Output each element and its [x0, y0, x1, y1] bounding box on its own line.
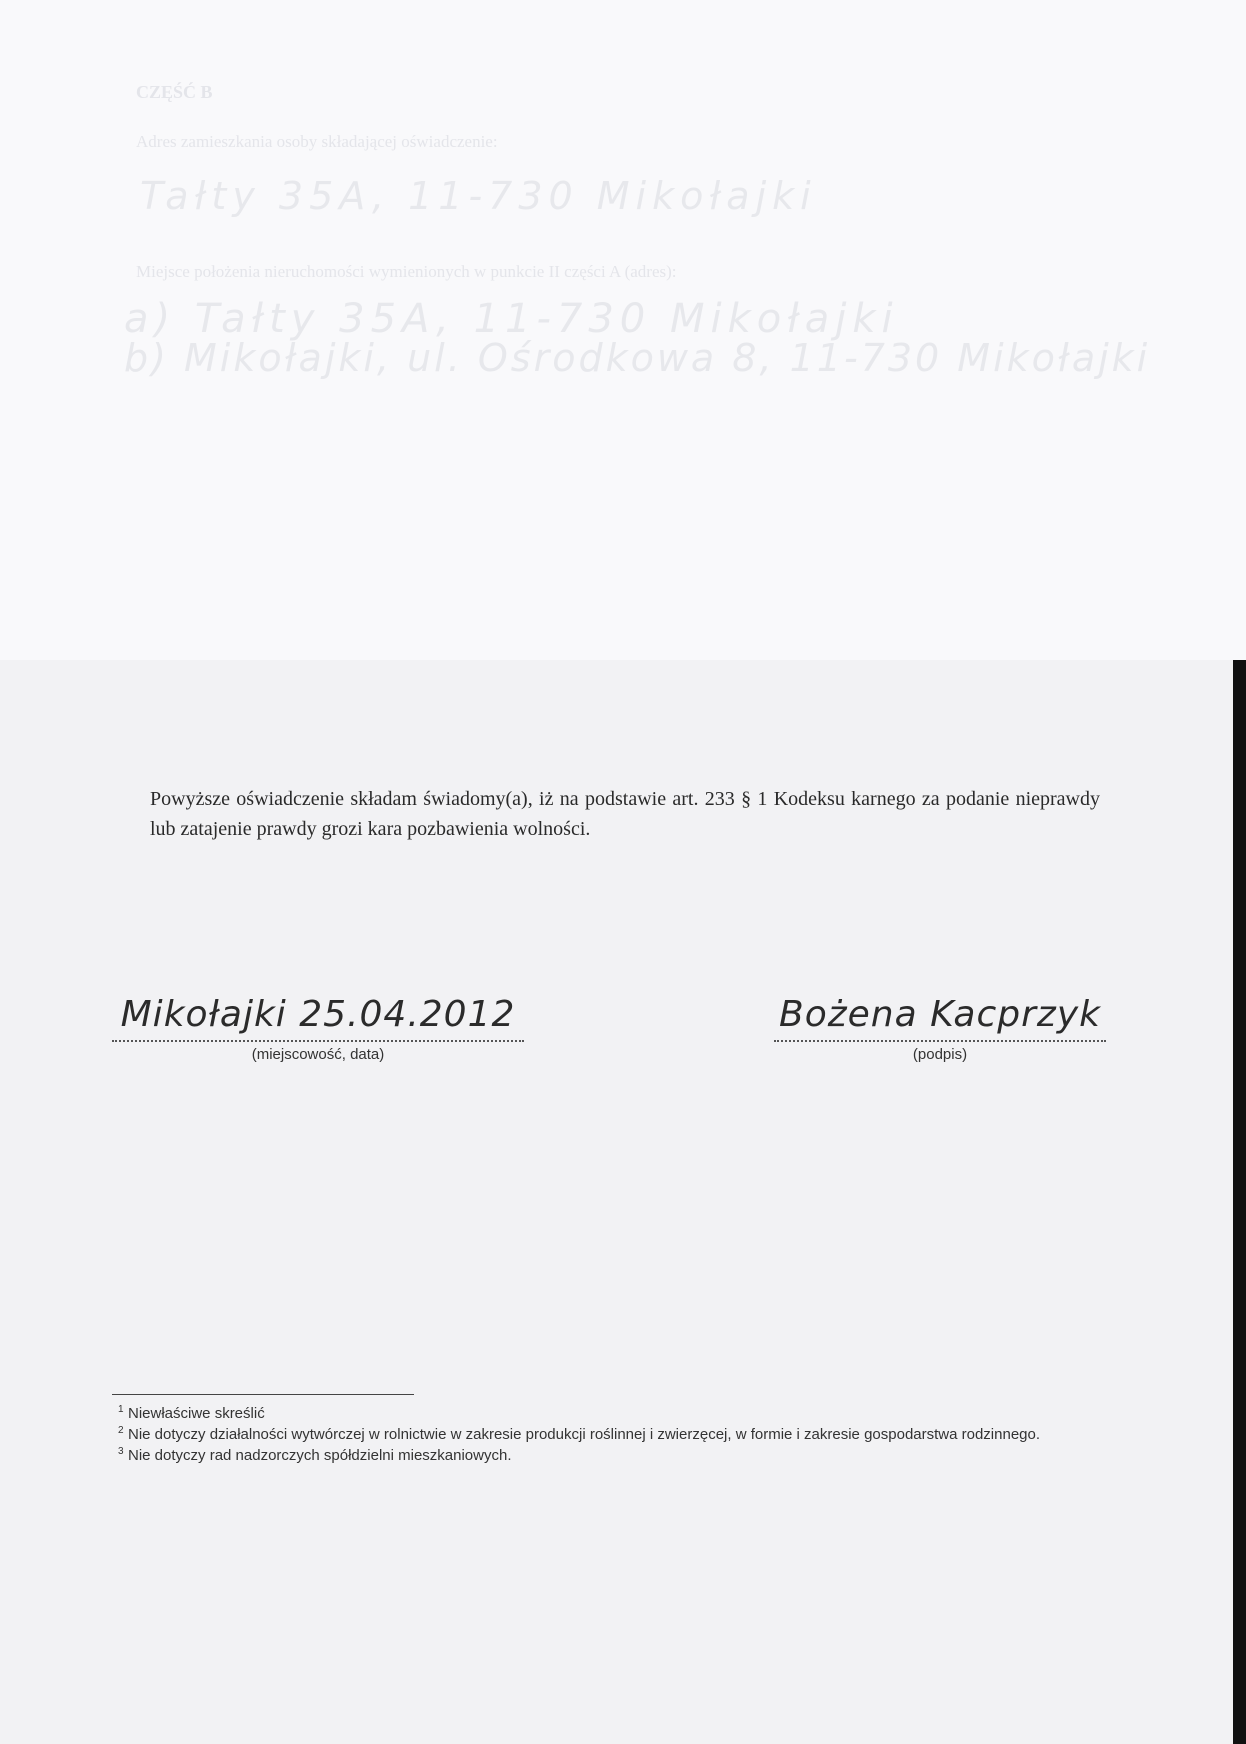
section-heading: CZĘŚĆ B: [136, 82, 213, 102]
footnote-text: Nie dotyczy działalności wytwórczej w rolnictwie w zakresie produkcji roślinnej i zwierzęcej, w formie i zakresie gospodarstwa rodzinnego.: [128, 1426, 1041, 1443]
footnote-2: [118, 1425, 1068, 1445]
location-line-b: b) Mikołajki, ul. Ośrodkowa 8, 11-730 Mikołajki: [124, 336, 1151, 380]
address-handwritten: Tałty 35A, 11-730 Mikołajki: [140, 174, 817, 218]
address-label: Adres zamieszkania osoby składającej oświadczenie:: [136, 132, 498, 151]
signature-handwriting: Bożena Kacprzyk: [779, 994, 1101, 1035]
footnote-text: Nie dotyczy rad nadzorczych spółdzielni mieszkaniowych.: [128, 1447, 512, 1464]
footnote-1: [118, 1404, 1068, 1424]
footnote-text: Niewłaściwe skreślić: [128, 1405, 265, 1422]
footnotes: [118, 1404, 1068, 1467]
footnote-mark: 2: [118, 1425, 124, 1436]
declaration-page: [0, 660, 1233, 1744]
footnote-separator: [112, 1394, 414, 1395]
signature-caption: (podpis): [912, 1046, 968, 1063]
scan-edge: [1233, 660, 1246, 1744]
location-label: Miejsce położenia nieruchomości wymienionych w punkcie II części A (adres):: [136, 262, 677, 281]
upper-page-show-through: [0, 0, 1246, 660]
place-date-handwriting: Mikołajki 25.04.2012: [120, 994, 516, 1035]
place-date-dotted-line: [112, 1040, 524, 1042]
location-line-a: a) Tałty 35A, 11-730 Mikołajki: [124, 296, 899, 342]
place-date-caption: (miejscowość, data): [251, 1046, 385, 1063]
footnote-mark: 3: [118, 1446, 124, 1457]
footnote-3: [118, 1446, 1068, 1466]
signature-dotted-line: [774, 1040, 1106, 1042]
footnote-mark: 1: [118, 1404, 124, 1415]
legal-statement: Powyższe oświadczenie składam świadomy(a), iż na podstawie art. 233 § 1 Kodeksu karnego za podanie nieprawdy lub zatajenie prawdy grozi kara pozbawienia wolności.: [150, 788, 1100, 840]
